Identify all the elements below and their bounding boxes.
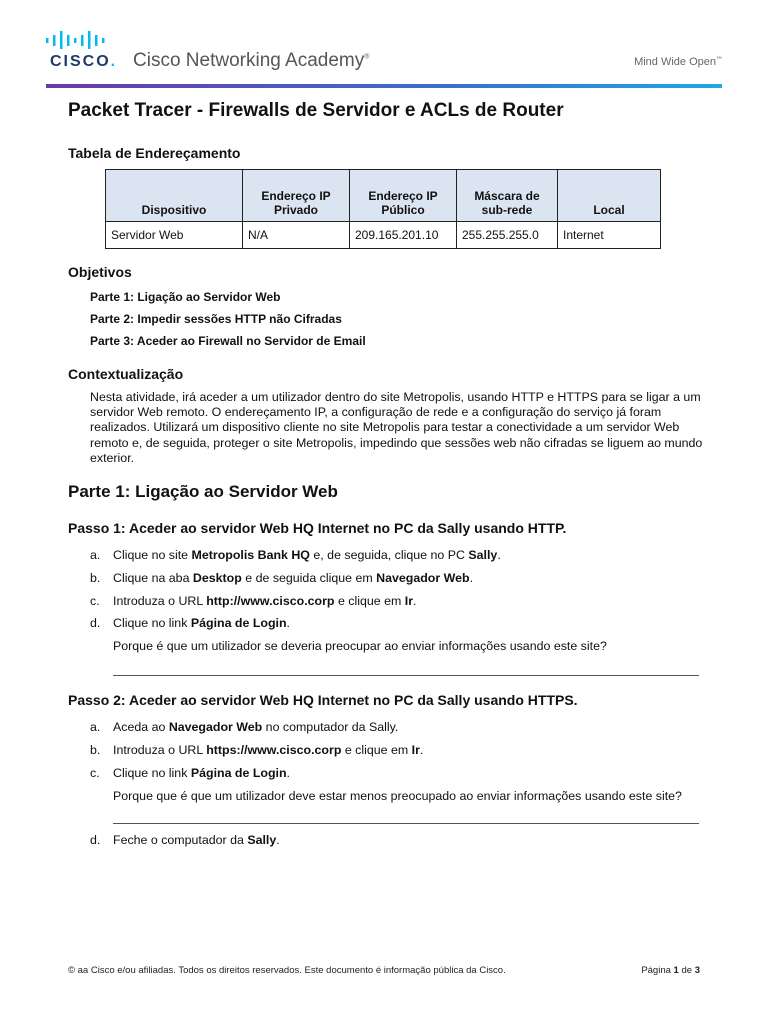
cell-subnet-mask: 255.255.255.0 [457, 222, 558, 249]
step1-item-c: c. Introduza o URL http://www.cisco.corp e clique em Ir. [90, 594, 417, 608]
step1-item-b: b. Clique na aba Desktop e de seguida clique em Navegador Web. [90, 571, 474, 585]
answer-line [113, 823, 699, 824]
background-paragraph: Nesta atividade, irá aceder a um utilizador dentro do site Metropolis, usando HTTP e HTTPS para se ligar a um servidor Web remoto. O endereçamento IP, a configuração de rede e a configuração do serviço já foram realizados. Utilizará um dispositivo cliente no site Metropolis para testar a conectividade a um servidor Web remoto e, de seguida, proteger o site Metropolis, impedindo que sessões web não cifradas se liguem ao mundo exterior. [90, 390, 703, 465]
col-header-location: Local [558, 170, 661, 222]
objectives-heading: Objetivos [68, 264, 132, 280]
step2-item-d: d. Feche o computador da Sally. [90, 833, 280, 847]
step2-item-c: c. Clique no link Página de Login. [90, 766, 290, 780]
cell-location: Internet [558, 222, 661, 249]
objective-item: Parte 3: Aceder ao Firewall no Servidor de Email [90, 334, 366, 348]
step1-item-d: d. Clique no link Página de Login. [90, 616, 290, 630]
table-header-row [106, 170, 661, 222]
cell-device: Servidor Web [106, 222, 243, 249]
col-header-public-ip: Endereço IP Público [350, 170, 457, 222]
cell-private-ip: N/A [243, 222, 350, 249]
background-heading: Contextualização [68, 366, 184, 382]
page-number: Página 1 de 3 [641, 965, 700, 976]
step1-question: Porque é que um utilizador se deveria preocupar ao enviar informações usando este site? [113, 639, 607, 653]
step2-heading: Passo 2: Aceder ao servidor Web HQ Internet no PC da Sally usando HTTPS. [68, 692, 578, 708]
step2-item-a: a. Aceda ao Navegador Web no computador da Sally. [90, 720, 399, 734]
col-header-subnet-mask: Máscara de sub-rede [457, 170, 558, 222]
page-header [0, 0, 768, 90]
addressing-heading: Tabela de Endereçamento [68, 145, 241, 161]
col-header-device: Dispositivo [106, 170, 243, 222]
addressing-table [105, 169, 661, 249]
header-rule [46, 84, 722, 88]
step2-question: Porque que é que um utilizador deve estar menos preocupado ao enviar informações usando este site? [113, 789, 682, 803]
cell-public-ip: 209.165.201.10 [350, 222, 457, 249]
academy-name: Cisco Networking Academy® [133, 50, 370, 71]
col-header-private-ip: Endereço IP Privado [243, 170, 350, 222]
part1-heading: Parte 1: Ligação ao Servidor Web [68, 482, 338, 501]
objective-item: Parte 1: Ligação ao Servidor Web [90, 290, 281, 304]
tagline: Mind Wide Open™ [634, 56, 722, 68]
step2-item-b: b. Introduza o URL https://www.cisco.corp e clique em Ir. [90, 743, 424, 757]
cisco-logo-icon [46, 31, 114, 49]
answer-line [113, 675, 699, 676]
objective-item: Parte 2: Impedir sessões HTTP não Cifradas [90, 312, 342, 326]
table-row [106, 222, 661, 249]
cisco-wordmark: CISCO. [50, 53, 118, 70]
step1-item-a: a. Clique no site Metropolis Bank HQ e, de seguida, clique no PC Sally. [90, 548, 501, 562]
footer-copyright: © aa Cisco e/ou afiliadas. Todos os direitos reservados. Este documento é informação pública da Cisco. [68, 965, 506, 976]
page-title: Packet Tracer - Firewalls de Servidor e ACLs de Router [68, 100, 564, 121]
step1-heading: Passo 1: Aceder ao servidor Web HQ Internet no PC da Sally usando HTTP. [68, 520, 567, 536]
